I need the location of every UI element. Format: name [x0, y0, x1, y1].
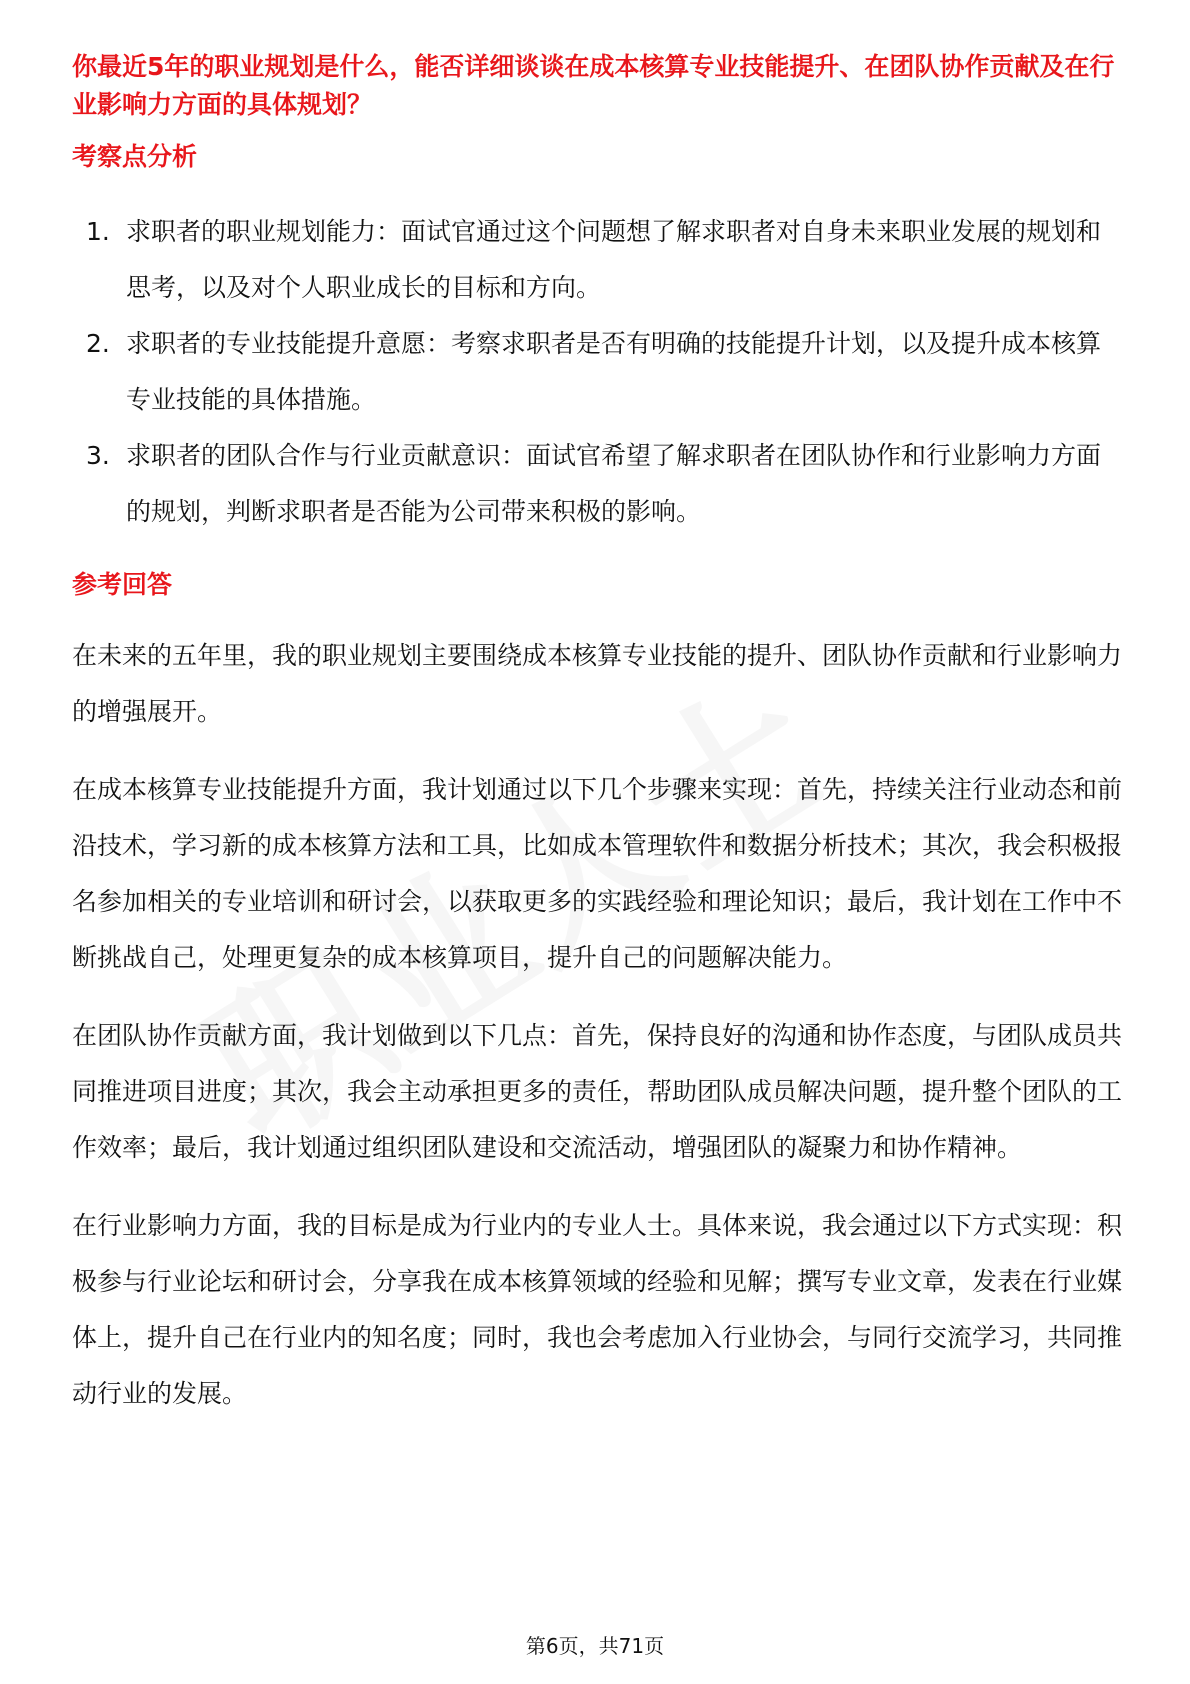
answer-paragraph: 在成本核算专业技能提升方面，我计划通过以下几个步骤来实现：首先，持续关注行业动态和前沿技术，学习新的成本核算方法和工具，比如成本管理软件和数据分析技术；其次，我会积极报名参加相关的专业培训和研讨会，以获取更多的实践经验和理论知识；最后，我计划在工作中不断挑战自己，处理更复杂的成本核算项目，提升自己的问题解决能力。: [72, 775, 1123, 972]
document-page: [72, 48, 1122, 1422]
page-number: 第6页，共71页: [525, 1634, 665, 1658]
analysis-item-number: 3.: [86, 441, 110, 470]
analysis-title: 考察点分析: [72, 142, 198, 171]
analysis-item: [72, 316, 1122, 428]
analysis-list: [72, 204, 1122, 540]
answer-paragraph: 在团队协作贡献方面，我计划做到以下几点：首先，保持良好的沟通和协作态度，与团队成员共同推进项目进度；其次，我会主动承担更多的责任，帮助团队成员解决问题，提升整个团队的工作效率；最后，我计划通过组织团队建设和交流活动，增强团队的凝聚力和协作精神。: [72, 1021, 1123, 1162]
question-heading: 你最近5年的职业规划是什么，能否详细谈谈在成本核算专业技能提升、在团队协作贡献及在行业影响力方面的具体规划？: [72, 52, 1115, 119]
answer-paragraph: 在未来的五年里，我的职业规划主要围绕成本核算专业技能的提升、团队协作贡献和行业影响力的增强展开。: [72, 641, 1123, 726]
analysis-item-number: 1.: [86, 217, 110, 246]
analysis-item-text: 求职者的专业技能提升意愿：考察求职者是否有明确的技能提升计划，以及提升成本核算专业技能的具体措施。: [126, 329, 1102, 414]
answer-title: 参考回答: [72, 570, 173, 599]
analysis-item-number: 2.: [86, 329, 110, 358]
analysis-item-text: 求职者的职业规划能力：面试官通过这个问题想了解求职者对自身未来职业发展的规划和思考，以及对个人职业成长的目标和方向。: [126, 217, 1102, 302]
answer-paragraph: 在行业影响力方面，我的目标是成为行业内的专业人士。具体来说，我会通过以下方式实现：积极参与行业论坛和研讨会，分享我在成本核算领域的经验和见解；撰写专业文章，发表在行业媒体上，提升自己在行业内的知名度；同时，我也会考虑加入行业协会，与同行交流学习，共同推动行业的发展。: [72, 1211, 1123, 1408]
analysis-item: [72, 204, 1122, 316]
analysis-item: [72, 428, 1122, 540]
analysis-item-text: 求职者的团队合作与行业贡献意识：面试官希望了解求职者在团队协作和行业影响力方面的规划，判断求职者是否能为公司带来积极的影响。: [126, 441, 1102, 526]
